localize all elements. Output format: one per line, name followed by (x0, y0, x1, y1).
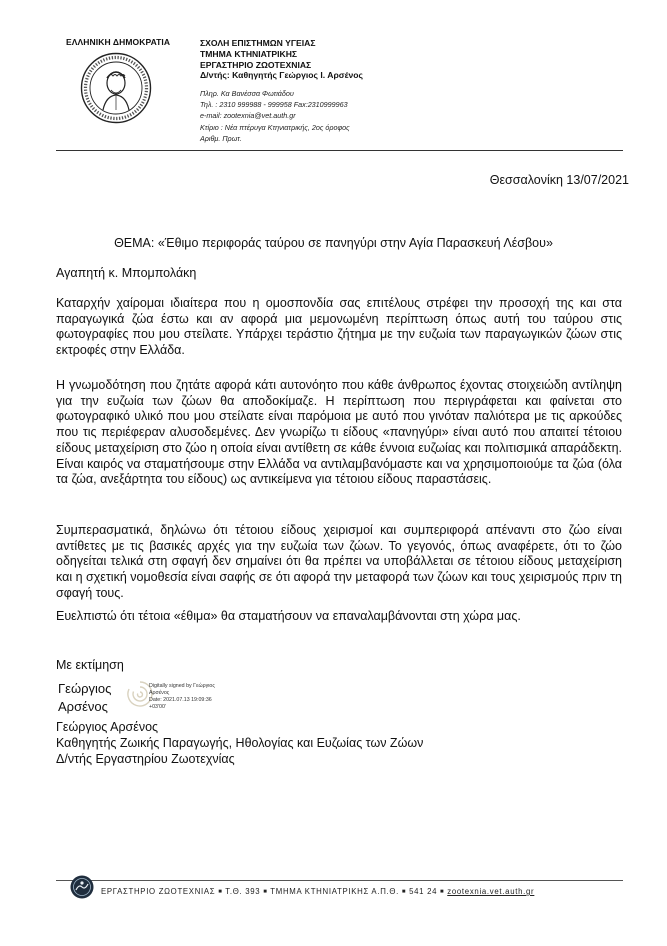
signature-name (58, 680, 111, 715)
footer-website-link[interactable]: zootexnia.vet.auth.gr (447, 887, 535, 896)
lab-logo-icon (70, 875, 94, 899)
footer-separator-square: ■ (440, 889, 445, 895)
contact-phone: Τηλ. : 2310 999988 - 999958 Fax:2310999963 (200, 100, 348, 110)
footer-po-box: Τ.Θ. 393 (225, 887, 261, 896)
contact-block (200, 88, 350, 144)
institution-school: ΣΧΟΛΗ ΕΠΙΣΤΗΜΩΝ ΥΓΕΙΑΣ (200, 38, 316, 48)
footer-separator-square: ■ (218, 889, 223, 895)
institution-director: Δ/ντής: Καθηγητής Γεώργιος Ι. Αρσένος (200, 70, 364, 81)
republic-label: ΕΛΛΗΝΙΚΗ ΔΗΜΟΚΡΑΤΙΑ (66, 37, 171, 47)
letter-paragraph: Συμπερασματικά, δηλώνω ότι τέτοιου είδους χειρισμοί και συμπεριφορά απέναντι στο ζώο είναι αντίθετες με τις βασικές αρχές για την ευζωία των ζώων. Το γεγονός, όπως αναφέρετε, ότι το ζώο οδηγείται τελικά στη σφαγή δεν σημαίνει ότι θα πρέπει να υποβάλλεται σε τέτοιου είδους μεταχείριση και η σχετική νομοθεσία είναι σαφής σε ότι αφορά την μεταφορά των ζώων και τους χειρισμούς πριν τη σφαγή τους. (56, 523, 622, 600)
signatory-title: Καθηγητής Ζωικής Παραγωγής, Ηθολογίας και Ευζωίας των Ζώων (56, 736, 424, 750)
digital-signature-signer-surname: Αρσένος (149, 690, 170, 696)
signatory-name: Γεώργιος Αρσένος (56, 720, 159, 734)
institution-department: ΤΜΗΜΑ ΚΤΗΝΙΑΤΡΙΚΗΣ (200, 48, 298, 59)
letter-closing: Με εκτίμηση (56, 658, 124, 672)
header-divider (56, 150, 623, 151)
digital-signature-info (149, 683, 215, 711)
footer-separator-square: ■ (263, 889, 268, 895)
aristotle-university-seal-icon (80, 52, 152, 124)
footer-separator-square: ■ (401, 889, 407, 895)
footer-postcode: 541 24 (409, 887, 438, 896)
contact-info-person: Πληρ. Κα Βανέσσα Φωτιάδου (200, 89, 294, 98)
footer-department: ΤΜΗΜΑ ΚΤΗΝΙΑΤΡΙΚΗΣ Α.Π.Θ. (270, 887, 400, 896)
digital-signature-timezone: +03'00' (149, 704, 166, 710)
institution-block (200, 38, 363, 81)
footer-address (101, 887, 534, 896)
contact-email: e-mail: zootexnia@vet.auth.gr (200, 111, 296, 121)
contact-protocol-number: Αριθμ. Πρωτ. (200, 133, 242, 143)
letter-paragraph: Καταρχήν χαίρομαι ιδιαίτερα που η ομοσπονδία σας επιτέλους στρέφει την προσοχή της και στα παραγωγικά ζώα έστω και αν αφορά μια μεμονωμένη περίπτωση όπως αυτή του ταύρου στις φωτογραφίες που μου στείλατε. Υπάρχει τεράστιο ζήτημα με την ευζωία των παραγωγικών ζώων στις εκτροφές στην Ελλάδα. (56, 296, 622, 358)
digital-signature-date: Date: 2021.07.13 19:09:36 (149, 697, 212, 703)
letter-subject: ΘΕΜΑ: «Έθιμο περιφοράς ταύρου σε πανηγύρι στην Αγία Παρασκευή Λέσβου» (114, 236, 553, 250)
footer-lab-name: ΕΡΓΑΣΤΗΡΙΟ ΖΩΟΤΕΧΝΙΑΣ (101, 887, 216, 896)
signature-first-name: Γεώργιος (58, 681, 112, 696)
letter-greeting: Αγαπητή κ. Μπομπολάκη (56, 266, 197, 280)
institution-lab: ΕΡΓΑΣΤΗΡΙΟ ΖΩΟΤΕΧΝΙΑΣ (200, 59, 312, 70)
letter-paragraph: Ευελπιστώ ότι τέτοια «έθιμα» θα σταματήσουν να επαναλαμβάνονται στη χώρα μας. (56, 609, 521, 623)
digital-signature-signer: Digitally signed by Γεώργιος (149, 683, 215, 689)
contact-building: Κτίριο : Νέα πτέρυγα Κτηνιατρικής, 2ος όροφος (200, 122, 350, 132)
signature-last-name: Αρσένος (58, 698, 108, 714)
letter-date: Θεσσαλονίκη 13/07/2021 (489, 173, 629, 187)
signature-block (56, 719, 423, 767)
footer-divider (56, 880, 623, 881)
letter-paragraph: Η γνωμοδότηση που ζητάτε αφορά κάτι αυτονόητο που κάθε άνθρωπος έχοντας στοιχειώδη αντίληψη για την ευζωία των ζώων θα αποδοκίμαζε. Η περίπτωση που περιγράφεται και φαίνεται στο φωτογραφικό υλικό που μου στείλατε είναι παρόμοια με αυτό που γινόταν παλιότερα με τις αρκούδες που τις περιέφεραν αλυσοδεμένες. Δεν γνωρίζω τι είδους «πανηγύρι» είναι αυτό που απαιτεί τέτοιου είδους μεταχείριση στο ζώο η οποία είναι αντίθετη σε κάθε έννοια ευζωίας και πολιτισμικά απαράδεκτη. Είναι καιρός να σταματήσουμε στην Ελλάδα να αντιλαμβανόμαστε και να χρησιμοποιούμε τα ζώα (όλα τα ζώα, ανεξάρτητα του είδους) ως αντικείμενα για τέτοιου είδους παραστάσεις. (56, 378, 622, 487)
signatory-role: Δ/ντής Εργαστηρίου Ζωοτεχνίας (56, 752, 235, 766)
